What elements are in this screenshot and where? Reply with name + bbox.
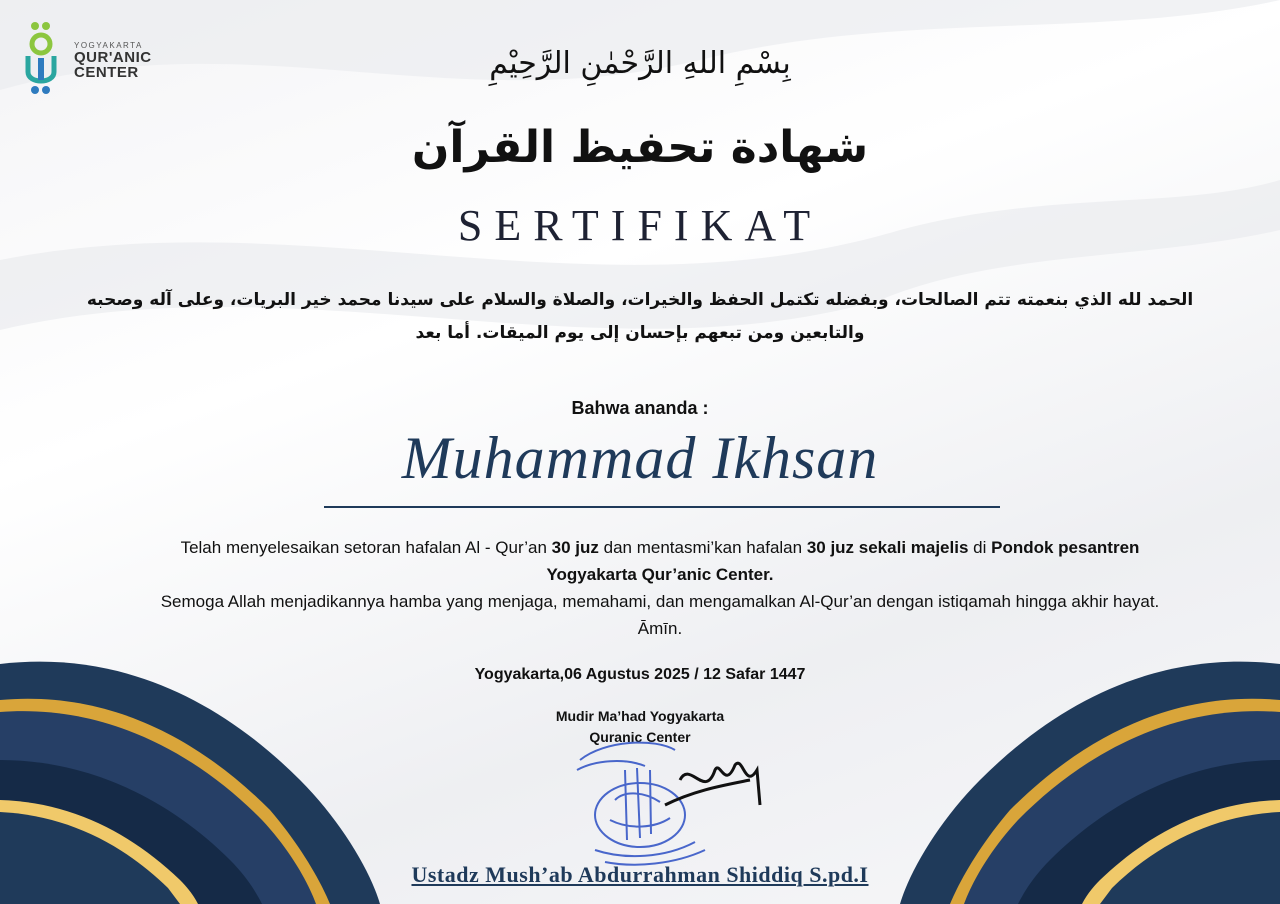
name-underline [324,506,1000,508]
body-text-segment: dan mentasmi’kan hafalan [598,538,807,557]
juz-count: 30 juz [551,538,599,557]
intro-text: Bahwa ananda : [571,398,709,418]
signatory-role-line-2: Quranic Center [589,729,691,745]
arabic-opening-paragraph [30,284,1250,350]
body-paragraph-1 [140,534,1180,588]
arabic-title: شهادة تحفيظ القرآن [411,122,869,173]
arabic-paragraph-line-1: الحمد لله الذي بنعمته تتم الصالحات، وبفضله تكتمل الحفظ والخيرات، والصلاة والسلام على سيدنا محمد خير البريات، وعلى آله وصحبه [86,290,1194,310]
official-stamp-and-signature-icon [565,730,775,870]
issue-date: Yogyakarta,06 Agustus 2025 / 12 Safar 1447 [474,666,806,683]
body-text-segment: di [968,538,992,557]
logo-line-1: YOGYAKARTA [74,41,143,50]
recipient-name: Muhammad Ikhsan [401,425,879,491]
certificate-title: SERTIFIKAT [457,201,823,250]
certificate-body [140,534,1180,642]
body-text-segment: Telah menyelesaikan setoran hafalan Al - Qur’an [180,538,552,557]
body-paragraph-2: Semoga Allah menjadikannya hamba yang menjaga, memahami, dan mengamalkan Al-Qur’an dengan istiqamah hingga akhir hayat. Āmīn. [160,592,1160,638]
tasmi-detail: 30 juz sekali majelis [806,538,969,557]
basmalah: بِسْمِ اللهِ الرَّحْمٰنِ الرَّحِيْمِ [489,46,791,81]
signatory-name: Ustadz Mush’ab Abdurrahman Shiddiq S.pd.I [411,862,869,887]
arabic-paragraph-line-2: والتابعين ومن تبعهم بإحسان إلى يوم الميقات. أما بعد [415,323,865,343]
logo-line-2: QUR'ANIC [74,49,152,66]
institution-name: Pondok pesantren Yogyakarta Qur’anic Center. [546,538,1140,584]
logo-line-3: CENTER [74,64,139,81]
signatory-role-line-1: Mudir Ma’had Yogyakarta [555,708,725,724]
